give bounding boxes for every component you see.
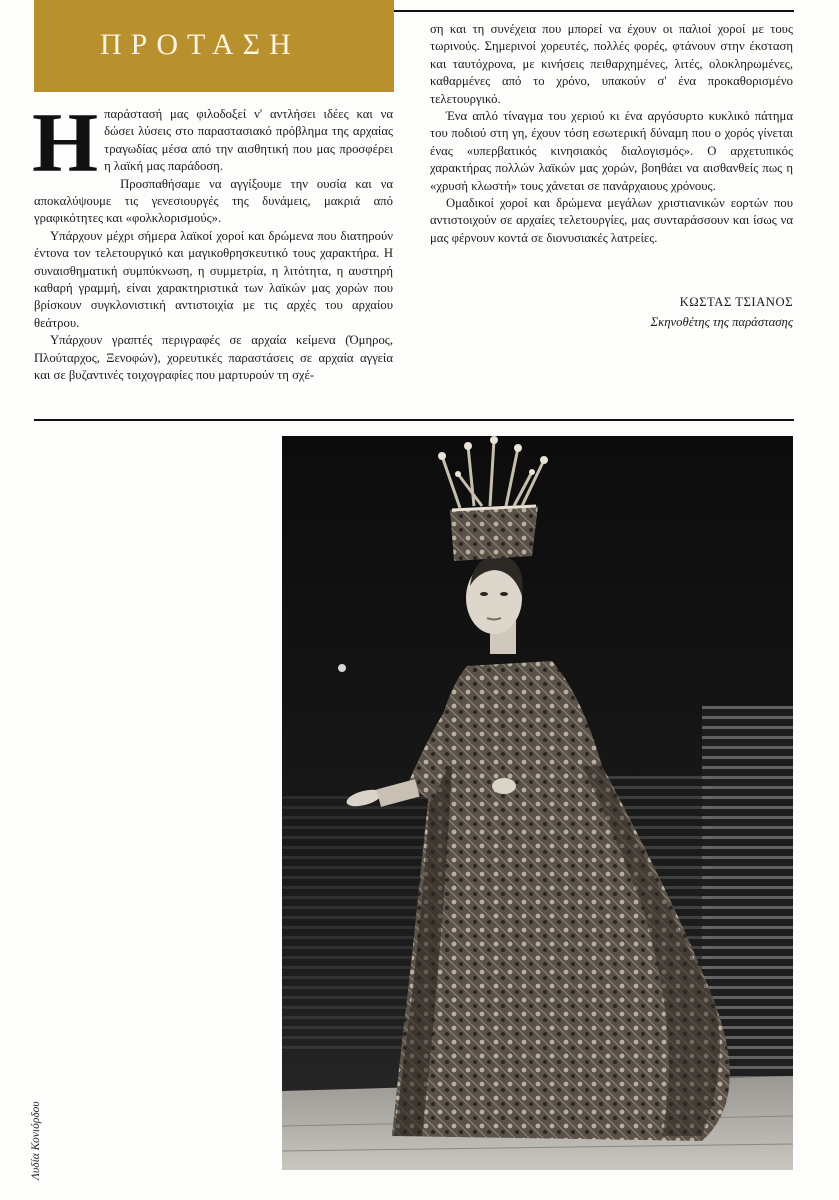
author-role: Σκηνοθέτης της παράστασης <box>650 315 793 329</box>
actress-figure-illustration <box>282 436 793 1170</box>
article-left-column <box>32 96 393 385</box>
page-title: ΠΡΟΤΑΣΗ <box>100 28 300 61</box>
section-divider <box>34 419 794 421</box>
paragraph-text: παράστασή μας φιλοδοξεί ν' αντλήσει ιδέες και να δώσει λύσεις στο παραστασιακό πρόβλημα της αρχαίας τραγωδίας μέσα από την αισθητική που μας προσφέρει η λαϊκή μας παράδοση. <box>104 107 393 174</box>
article-paragraph-5: ση και τη συνέχεια που μπορεί να έχουν οι παλιοί χοροί με τους τωρινούς. Σημερινοί χορευτές, πολλές φορές, φτάνουν στην έκσταση και ταυτόχρονα, με κινήσεις πειθαρχημένες, λιτές, ολοκληρωμένες, καθαρμένες από το χρόνο, υπακούν σ' ένα προκαθορισμένο τελετουργικό. <box>430 22 793 106</box>
article-paragraph-3: Υπάρχουν μέχρι σήμερα λαϊκοί χοροί και δρώμενα που διατηρούν έντονα τον τελετουργικό και μαγικοθρησκευτικό τους χαρακτήρα. Η συναισθηματική συμπύκνωση, η συμμετρία, η λιτότητα, η αυστηρή καθαρή γραμμή, είναι χαρακτηριστικά των λαϊκών μας χορών που βρίσκουν συγκλονιστική αντιστοιχία με τις αρχές του αρχαίου θεάτρου. <box>34 228 393 330</box>
author-name: ΚΩΣΤΑΣ ΤΣΙΑΝΟΣ <box>679 295 793 309</box>
article-paragraph-4: Υπάρχουν γραπτές περιγραφές σε αρχαία κείμενα (Όμηρος, Πλούταρχος, Ξενοφών), χορευτικές παραστάσεις σε αρχαία αγγεία και σε βυζαντινές τοιχογραφίες που μαρτυρούν τη σχέ- <box>34 333 393 383</box>
performance-photo <box>282 436 793 1170</box>
article-paragraph-6: Ένα απλό τίναγμα του χεριού κι ένα αργόσυρτο κυκλικό πάτημα του ποδιού στη γη, έχουν τόση εσωτερική δύναμη που ο χορός γίνεται ένας «υπερβατικός κινησιακός διαλογισμός». Ο αρχετυπικός χαρακτήρας πολλών λαϊκών μας χορών, βοηθάει να αισθανθείς πως η «χρυσή κλωστή» τους χάνεται σε πανάρχαιους χρόνους. <box>430 109 793 193</box>
article-paragraph-2: Προσπαθήσαμε να αγγίξουμε την ουσία και να αποκαλύψουμε τις γενεσιουργές της δυνάμεις, μακριά από γραφικότητες και «φολκλορισμούς». <box>34 176 393 226</box>
article-right-column <box>430 21 793 247</box>
photo-credit: Λυδία Κονιόρδου <box>30 1101 42 1180</box>
signature <box>651 292 793 332</box>
article-paragraph-1 <box>32 96 393 190</box>
article-paragraph-7: Ομαδικοί χοροί και δρώμενα μεγάλων χριστιανικών εορτών που αντιστοιχούν σε αρχαίες τελετουργίες, μας συνταράσσουν και ίσως να μας φέρνουν κοντά σε διονυσιακές λατρείες. <box>430 196 793 245</box>
drop-cap: Η <box>32 96 99 190</box>
title-band <box>34 0 394 92</box>
